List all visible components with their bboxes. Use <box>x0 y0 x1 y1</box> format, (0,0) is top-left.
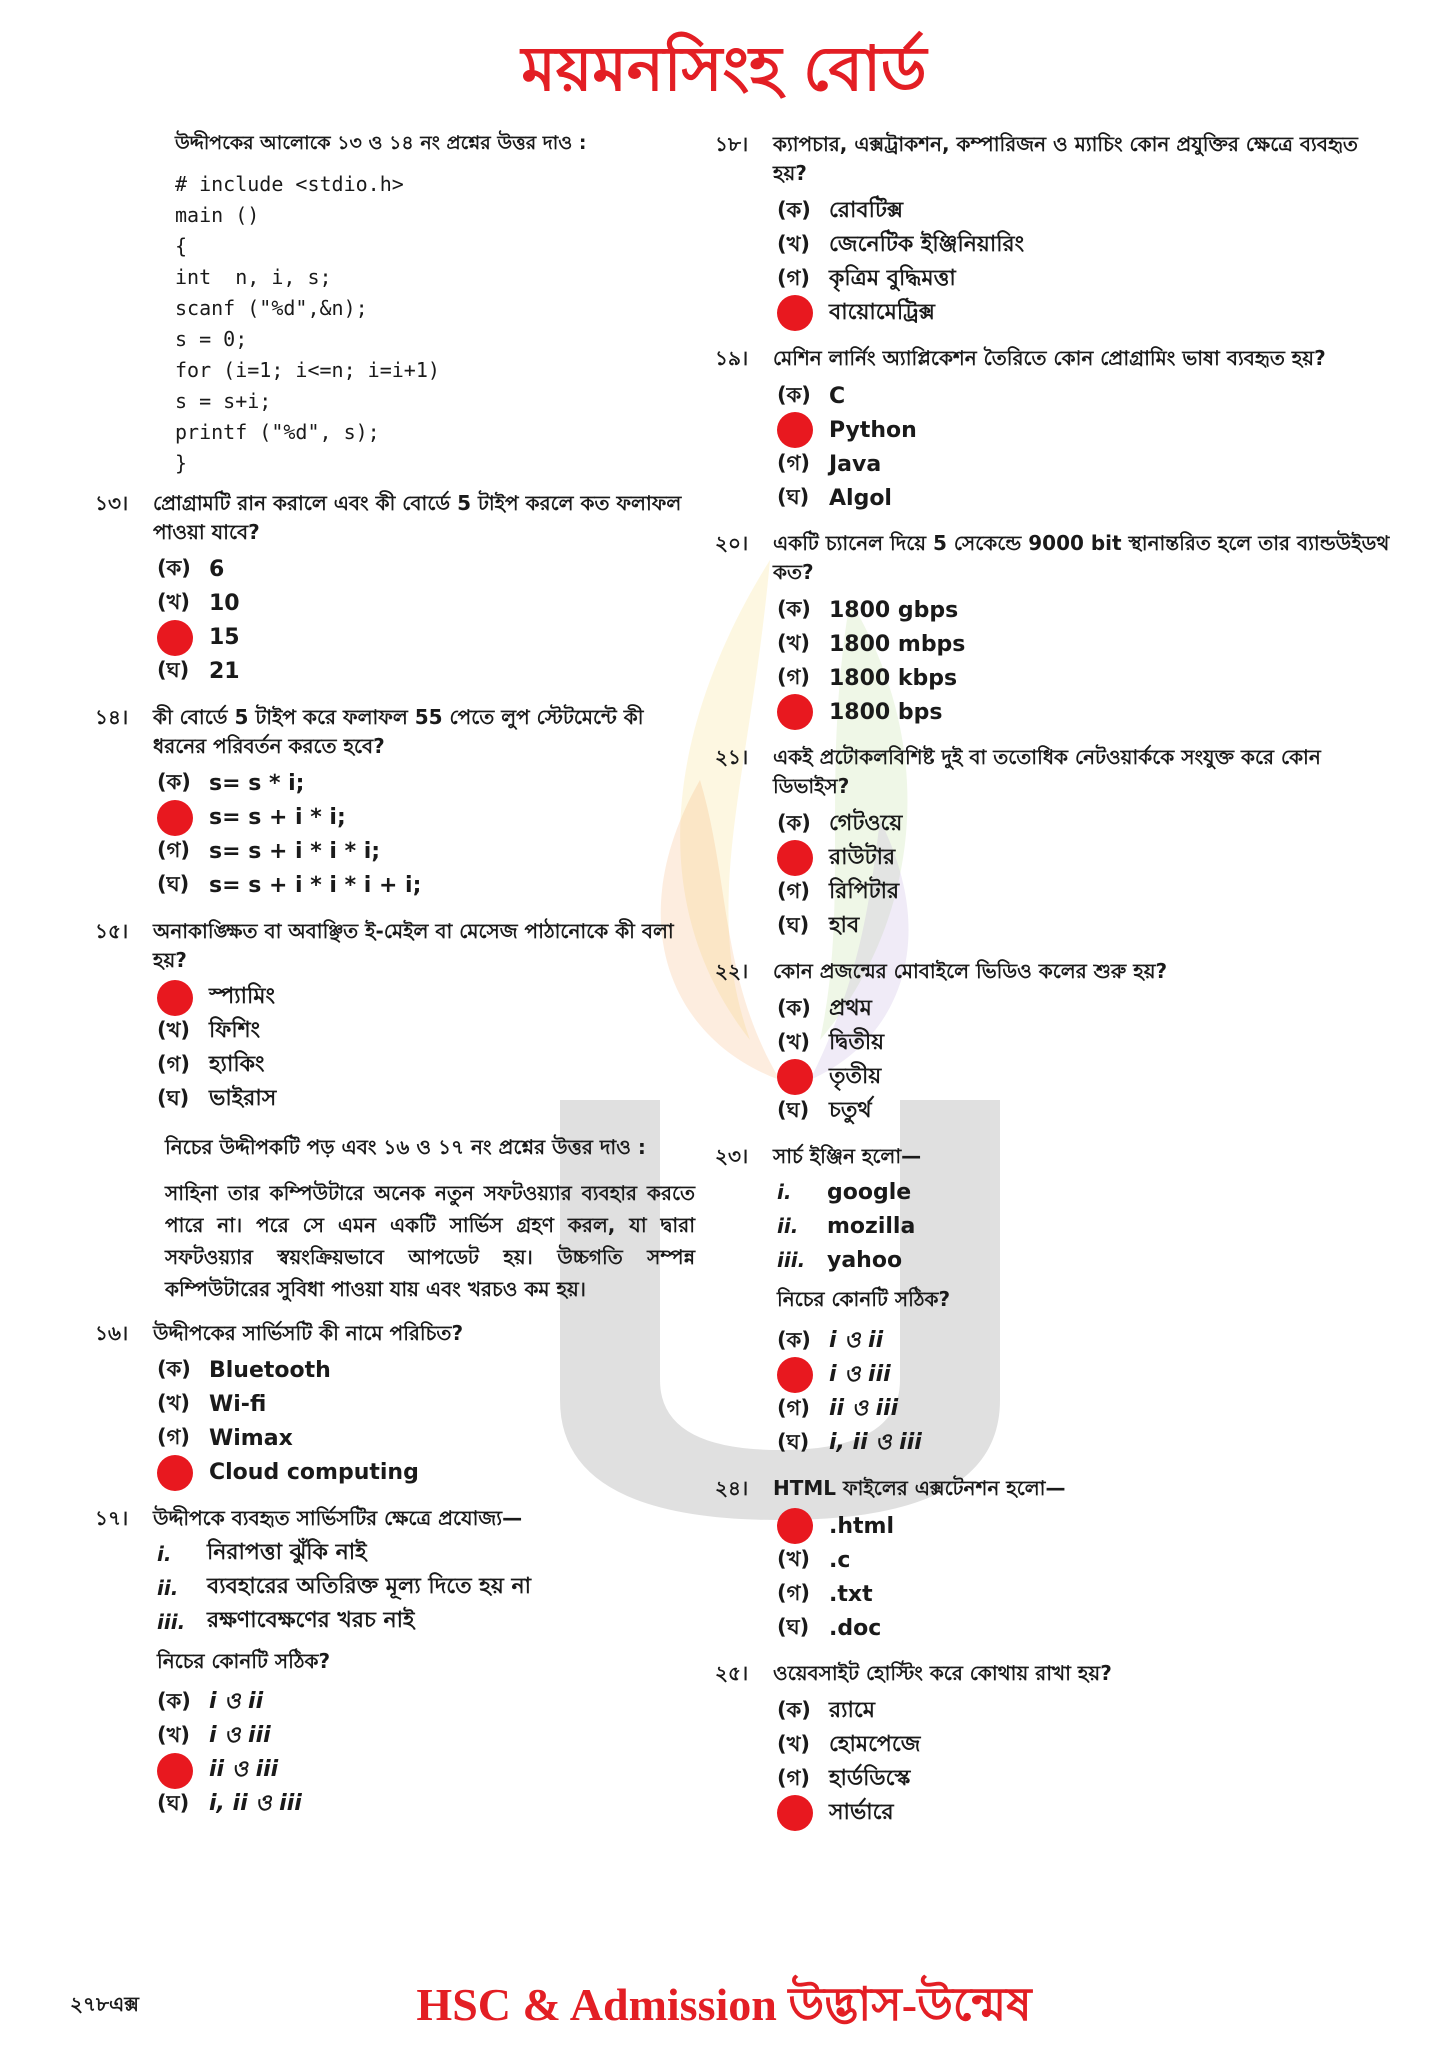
option-marker: (ঘ) <box>777 1429 810 1454</box>
question-text: HTML ফাইলের এক্সটেনশন হলো— <box>773 1476 1066 1500</box>
option-kha-correct <box>777 1358 1395 1392</box>
option-text: 1800 mbps <box>829 631 966 657</box>
option-text: Bluetooth <box>209 1358 331 1384</box>
option-ka <box>157 767 695 801</box>
question-23 <box>715 1142 1395 1460</box>
option-text: i, ii ও iii <box>829 1429 922 1455</box>
option-text: ফিশিং <box>209 1018 261 1044</box>
option-ka <box>777 1324 1395 1358</box>
statement-number: i. <box>777 1180 792 1204</box>
option-kha <box>777 1026 1395 1060</box>
option-marker: (খ) <box>777 1029 810 1054</box>
footer-title: HSC & Admission উদ্ভাস-উন্মেষ <box>416 1979 1032 2030</box>
answer-dot-icon <box>777 1795 813 1831</box>
option-marker: (ক) <box>157 1357 191 1382</box>
option-text: কৃত্রিম বুদ্ধিমত্তা <box>829 265 956 291</box>
option-text: 6 <box>209 557 225 583</box>
option-marker: (ক) <box>777 596 811 621</box>
option-ka <box>777 194 1395 228</box>
code-line: s = s+i; <box>175 388 272 413</box>
option-text: র‍্যামে <box>829 1697 875 1723</box>
question-number: ২২। <box>715 959 749 983</box>
question-number: ১৫। <box>95 918 129 943</box>
option-text: হোমপেজে <box>829 1731 921 1757</box>
option-text: ii ও iii <box>209 1757 279 1783</box>
answer-dot-icon <box>777 694 813 730</box>
option-ka <box>157 1354 695 1388</box>
option-marker: (ঘ) <box>777 912 810 937</box>
option-text: 10 <box>209 591 240 617</box>
option-ga-correct <box>157 1754 695 1788</box>
option-marker: (ঘ) <box>157 658 190 683</box>
option-kha-correct <box>157 801 695 835</box>
question-text: ক্যাপচার, এক্সট্রাকশন, কম্পারিজন ও ম্যাচিং কোন প্রযুক্তির ক্ষেত্রে ব্যবহৃত হয়? <box>773 132 1358 185</box>
statement-number: iii. <box>157 1609 186 1634</box>
option-ka <box>777 379 1395 413</box>
stimulus-intro-16-17: নিচের উদ্দীপকটি পড় এবং ১৬ ও ১৭ নং প্রশ্নের উত্তর দাও : <box>165 1134 646 1159</box>
option-gha-correct <box>777 296 1395 330</box>
option-ka <box>777 593 1395 627</box>
answer-dot-icon <box>777 1059 813 1095</box>
option-ka <box>157 1686 695 1720</box>
code-line: for (i=1; i<=n; i=i+1) <box>175 357 440 382</box>
question-number: ২৪। <box>715 1476 749 1500</box>
option-marker: (খ) <box>777 1731 810 1756</box>
question-number: ২০। <box>715 531 749 555</box>
option-ga <box>777 447 1395 481</box>
statement <box>777 1243 1395 1277</box>
question-text: সার্চ ইঞ্জিন হলো— <box>773 1144 922 1168</box>
option-text: Java <box>829 451 882 477</box>
question-number: ১৬। <box>95 1320 129 1345</box>
question-22 <box>715 957 1395 1128</box>
statement-text: নিরাপত্তা ঝুঁকি নাই <box>207 1540 367 1566</box>
statement <box>157 1571 695 1605</box>
question-text: প্রোগ্রামটি রান করালে এবং কী বোর্ডে 5 টাইপ করলে কত ফলাফল পাওয়া যাবে? <box>153 490 682 544</box>
answer-dot-icon <box>157 800 193 836</box>
code-line: scanf ("%d",&n); <box>175 295 368 320</box>
question-number: ১৭। <box>95 1505 129 1530</box>
question-17 <box>95 1504 695 1822</box>
option-text: .doc <box>829 1615 882 1641</box>
statement <box>157 1605 695 1639</box>
option-text: দ্বিতীয় <box>829 1029 885 1055</box>
option-marker: (ঘ) <box>157 1791 190 1816</box>
question-number: ১৩। <box>95 490 129 515</box>
question-15 <box>95 917 695 1117</box>
option-text: .txt <box>829 1581 873 1607</box>
option-ka <box>157 553 695 587</box>
option-marker: (খ) <box>777 1546 810 1571</box>
option-text: জেনেটিক ইঞ্জিনিয়ারিং <box>829 231 1025 257</box>
option-gha-correct <box>777 1796 1395 1830</box>
question-text: অনাকাঙ্ক্ষিত বা অবাঞ্ছিত ই-মেইল বা মেসেজ পাঠানোকে কী বলা হয়? <box>153 918 674 972</box>
question-21 <box>715 743 1395 943</box>
option-gha <box>777 1611 1395 1645</box>
right-column <box>715 130 1395 1844</box>
question-text: একই প্রটোকলবিশিষ্ট দুই বা ততোধিক নেটওয়ার্ককে সংযুক্ত করে কোন ডিভাইস? <box>773 745 1321 798</box>
question-19 <box>715 344 1395 515</box>
option-kha <box>777 1543 1395 1577</box>
option-marker: (খ) <box>777 231 810 256</box>
option-text: হার্ডডিস্কে <box>829 1765 911 1791</box>
statement-number: ii. <box>777 1214 799 1238</box>
option-marker: (ক) <box>777 995 811 1020</box>
code-line: # include <stdio.h> <box>175 171 404 196</box>
option-ga <box>157 1049 695 1083</box>
option-text: s= s + i * i; <box>209 805 346 831</box>
option-marker: (গ) <box>777 265 810 290</box>
option-ga <box>777 262 1395 296</box>
option-gha <box>157 1788 695 1822</box>
statement-text: ব্যবহারের অতিরিক্ত মূল্য দিতে হয় না <box>207 1574 531 1600</box>
option-gha <box>777 1094 1395 1128</box>
option-kha <box>777 228 1395 262</box>
question-number: ২৫। <box>715 1661 749 1685</box>
question-text: একটি চ্যানেল দিয়ে 5 সেকেন্ডে 9000 bit স্থানান্তরিত হলে তার ব্যান্ডউইডথ কত? <box>773 531 1390 584</box>
option-gha <box>777 481 1395 515</box>
code-line: { <box>175 233 188 258</box>
option-text: Python <box>829 417 917 443</box>
question-number: ২৩। <box>715 1144 749 1168</box>
option-marker: (খ) <box>157 590 190 615</box>
option-gha <box>157 869 695 903</box>
answer-dot-icon <box>157 620 193 656</box>
option-text: সার্ভারে <box>829 1799 894 1825</box>
option-ga <box>777 1392 1395 1426</box>
option-text: .html <box>829 1513 895 1539</box>
option-text: i, ii ও iii <box>209 1791 302 1817</box>
option-text: 15 <box>209 625 240 651</box>
option-text: তৃতীয় <box>829 1063 882 1089</box>
option-text: Algol <box>829 485 892 511</box>
option-text: চতুর্থ <box>829 1097 872 1123</box>
option-marker: (ঘ) <box>777 1614 810 1639</box>
option-text: C <box>829 383 846 409</box>
question-text: ওয়েবসাইট হোস্টিং করে কোথায় রাখা হয়? <box>773 1661 1112 1685</box>
option-marker: (খ) <box>157 1018 190 1043</box>
option-gha <box>777 909 1395 943</box>
option-marker: (গ) <box>777 664 810 689</box>
option-marker: (খ) <box>157 1391 190 1416</box>
question-number: ২১। <box>715 745 749 769</box>
option-ga <box>157 1422 695 1456</box>
option-text: i ও iii <box>209 1723 271 1749</box>
statement-text: রক্ষণাবেক্ষণের খরচ নাই <box>207 1608 415 1634</box>
option-marker: (ঘ) <box>777 484 810 509</box>
option-marker: (ক) <box>157 556 191 581</box>
question-text: উদ্দীপকে ব্যবহৃত সার্ভিসটির ক্ষেত্রে প্রযোজ্য— <box>153 1505 523 1530</box>
option-kha-correct <box>777 841 1395 875</box>
question-text: কোন প্রজন্মের মোবাইলে ভিডিও কলের শুরু হয়? <box>773 959 1168 983</box>
code-line: int n, i, s; <box>175 264 332 289</box>
option-kha <box>157 1388 695 1422</box>
answer-dot-icon <box>157 980 193 1016</box>
code-line: main () <box>175 202 260 227</box>
option-text: s= s + i * i * i + i; <box>209 873 422 899</box>
option-text: Wimax <box>209 1426 293 1452</box>
option-text: Cloud computing <box>209 1460 419 1486</box>
option-marker: (গ) <box>157 1425 190 1450</box>
question-24 <box>715 1474 1395 1645</box>
option-ga <box>777 661 1395 695</box>
option-ga <box>777 1762 1395 1796</box>
option-text: রাউটার <box>829 844 896 870</box>
statement-text: google <box>827 1179 912 1205</box>
option-text: ii ও iii <box>829 1395 899 1421</box>
stimulus-paragraph: সাহিনা তার কম্পিউটারে অনেক নতুন সফটওয়্যার ব্যবহার করতে পারে না। পরে সে এমন একটি সার্ভিস গ্রহণ করল, যা দ্বারা সফটওয়্যার স্বয়ংক্রিয়ভাবে আপডেট হয়। উচ্চগতি সম্পন্ন কম্পিউটারের সুবিধা পাওয়া যায় এবং খরচও কম হয়। <box>165 1180 695 1301</box>
option-marker: (ঘ) <box>157 872 190 897</box>
option-text: রোবটিক্স <box>829 197 904 223</box>
option-gha-correct <box>777 695 1395 729</box>
option-text: হ্যাকিং <box>209 1052 265 1078</box>
option-ka-correct <box>157 981 695 1015</box>
answer-dot-icon <box>777 840 813 876</box>
left-column <box>95 130 695 1836</box>
option-ka <box>777 1694 1395 1728</box>
option-text: ভাইরাস <box>209 1086 277 1112</box>
option-ka-correct <box>777 1509 1395 1543</box>
option-text: s= s * i; <box>209 771 305 797</box>
option-ga <box>777 1577 1395 1611</box>
option-text: 21 <box>209 659 240 685</box>
option-kha-correct <box>777 413 1395 447</box>
option-marker: (ঘ) <box>777 1097 810 1122</box>
page-number: ২৭৮এক্স <box>70 1992 139 2016</box>
option-text: 1800 gbps <box>829 597 959 623</box>
option-marker: (খ) <box>777 630 810 655</box>
option-text: i ও iii <box>829 1361 891 1387</box>
option-ga <box>777 875 1395 909</box>
question-20 <box>715 529 1395 729</box>
option-text: বায়োমেট্রিক্স <box>829 299 935 325</box>
answer-dot-icon <box>777 295 813 331</box>
answer-dot-icon <box>777 1508 813 1544</box>
question-text: উদ্দীপকের সার্ভিসটি কী নামে পরিচিত? <box>153 1320 464 1345</box>
question-14 <box>95 703 695 903</box>
statement-number: ii. <box>157 1575 179 1600</box>
question-text: মেশিন লার্নিং অ্যাপ্লিকেশন তৈরিতে কোন প্রোগ্রামিং ভাষা ব্যবহৃত হয়? <box>773 346 1326 370</box>
option-marker: (ক) <box>777 1697 811 1722</box>
statement <box>157 1537 695 1571</box>
option-text: i ও ii <box>209 1689 264 1715</box>
question-25 <box>715 1659 1395 1830</box>
option-kha <box>777 1728 1395 1762</box>
code-line: printf ("%d", s); <box>175 419 380 444</box>
statement <box>777 1209 1395 1243</box>
option-text: হাব <box>829 912 860 938</box>
option-gha <box>157 1083 695 1117</box>
option-gha-correct <box>157 1456 695 1490</box>
option-kha <box>157 1720 695 1754</box>
option-text: রিপিটার <box>829 878 900 904</box>
option-ga-correct <box>777 1060 1395 1094</box>
option-marker: (গ) <box>777 1765 810 1790</box>
statement-text: mozilla <box>827 1213 916 1239</box>
option-ka <box>777 807 1395 841</box>
statement-number: i. <box>157 1541 172 1566</box>
option-text: i ও ii <box>829 1327 884 1353</box>
answer-dot-icon <box>157 1753 193 1789</box>
statement-number: iii. <box>777 1248 806 1272</box>
option-text: s= s + i * i * i; <box>209 839 381 865</box>
option-marker: (গ) <box>157 1052 190 1077</box>
option-text: গেটওয়ে <box>829 810 903 836</box>
answer-dot-icon <box>157 1455 193 1491</box>
option-kha <box>777 627 1395 661</box>
option-marker: (ক) <box>157 1689 191 1714</box>
option-marker: (গ) <box>777 1395 810 1420</box>
option-kha <box>157 587 695 621</box>
option-ga <box>157 835 695 869</box>
question-18 <box>715 130 1395 330</box>
question-number: ১৮। <box>715 132 749 156</box>
option-marker: (ক) <box>777 382 811 407</box>
option-ga-correct <box>157 621 695 655</box>
option-text: 1800 kbps <box>829 665 958 691</box>
option-marker: (গ) <box>157 838 190 863</box>
option-kha <box>157 1015 695 1049</box>
option-ka <box>777 992 1395 1026</box>
code-line: s = 0; <box>175 326 248 351</box>
option-text: স্প্যামিং <box>209 984 275 1010</box>
option-text: 1800 bps <box>829 699 943 725</box>
option-marker: (ক) <box>777 1327 811 1352</box>
code-line: } <box>175 450 188 475</box>
option-text: প্রথম <box>829 995 872 1021</box>
sub-question: নিচের কোনটি সঠিক? <box>157 1648 331 1673</box>
question-number: ১৪। <box>95 704 129 729</box>
sub-question: নিচের কোনটি সঠিক? <box>777 1287 951 1311</box>
option-text: Wi-fi <box>209 1392 267 1418</box>
answer-dot-icon <box>777 412 813 448</box>
option-gha <box>157 655 695 689</box>
question-13 <box>95 489 695 689</box>
option-gha <box>777 1426 1395 1460</box>
code-block <box>175 169 695 479</box>
stimulus-intro-13-14: উদ্দীপকের আলোকে ১৩ ও ১৪ নং প্রশ্নের উত্তর দাও : <box>175 132 587 154</box>
answer-dot-icon <box>777 1357 813 1393</box>
question-number: ১৯। <box>715 346 749 370</box>
option-marker: (ক) <box>777 197 811 222</box>
option-marker: (গ) <box>777 450 810 475</box>
option-marker: (ঘ) <box>157 1086 190 1111</box>
option-marker: (ক) <box>157 770 191 795</box>
question-16 <box>95 1319 695 1490</box>
option-marker: (ক) <box>777 810 811 835</box>
statement-text: yahoo <box>827 1247 903 1273</box>
page-title: ময়মনসিংহ বোর্ড <box>521 32 927 105</box>
option-marker: (গ) <box>777 1580 810 1605</box>
option-marker: (খ) <box>157 1723 190 1748</box>
option-marker: (গ) <box>777 878 810 903</box>
statement <box>777 1175 1395 1209</box>
option-text: .c <box>829 1547 851 1573</box>
question-text: কী বোর্ডে 5 টাইপ করে ফলাফল 55 পেতে লুপ স্টেটমেন্টে কী ধরনের পরিবর্তন করতে হবে? <box>153 704 644 758</box>
